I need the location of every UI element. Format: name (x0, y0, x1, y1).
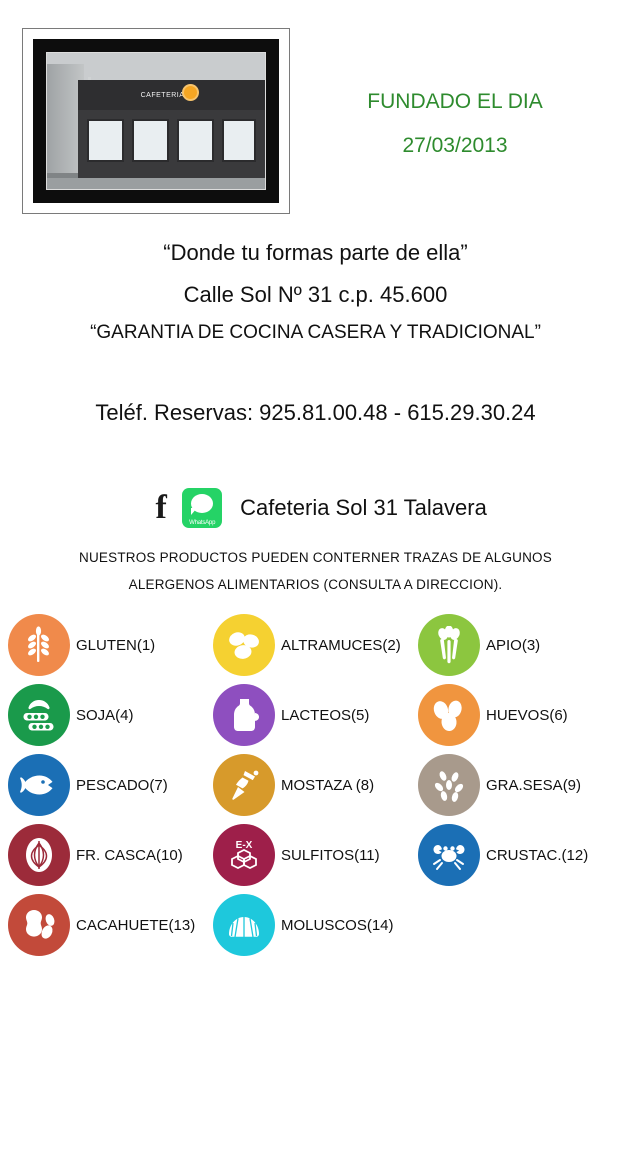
whatsapp-icon[interactable] (182, 488, 222, 528)
photo-facade (78, 110, 265, 181)
facebook-icon[interactable]: f (144, 490, 178, 526)
sulphites-icon-glyph (213, 824, 275, 886)
lupin-beans-icon (213, 614, 275, 676)
allergen-row (8, 894, 623, 956)
storefront-photo-frame (22, 28, 290, 214)
allergen-item (213, 684, 418, 746)
mollusc-icon (213, 894, 275, 956)
wheat-icon (8, 614, 70, 676)
allergen-row (8, 824, 623, 886)
allergen-item (213, 754, 418, 816)
reservation-phones: Teléf. Reservas: 925.81.00.48 - 615.29.30.24 (95, 400, 536, 425)
photo-sign-text: CAFETERIA (140, 91, 185, 99)
allergen-item (8, 684, 213, 746)
sesame-icon (418, 754, 480, 816)
soy-icon-glyph (8, 684, 70, 746)
allergen-item (213, 614, 418, 676)
soy-icon (8, 684, 70, 746)
header (0, 0, 631, 214)
allergen-item (8, 754, 213, 816)
allergen-grid (8, 614, 623, 956)
founded-block (330, 80, 580, 168)
celery-icon (418, 614, 480, 676)
nuts-icon-glyph (8, 824, 70, 886)
allergen-label: FR. CASCA(10) (76, 846, 183, 864)
photo-window (222, 119, 256, 163)
allergen-label: PESCADO(7) (76, 776, 168, 794)
allergen-label: MOSTAZA (8) (281, 776, 375, 794)
address-line: Calle Sol Nº 31 c.p. 45.600 (183, 282, 448, 307)
allergen-label: HUEVOS(6) (486, 706, 568, 724)
storefront-photo (46, 52, 266, 190)
photo-mat (33, 39, 279, 203)
allergen-row (8, 684, 623, 746)
whatsapp-tail-shape (191, 508, 197, 515)
lupin-beans-icon-glyph (213, 614, 275, 676)
allergen-label: SULFITOS(11) (281, 846, 380, 864)
allergen-label: GRA.SESA(9) (486, 776, 582, 794)
photo-window (177, 119, 214, 163)
peanut-icon (8, 894, 70, 956)
peanut-icon-glyph (8, 894, 70, 956)
social-row (0, 488, 631, 528)
allergen-item (418, 684, 623, 746)
allergen-label: ALTRAMUCES(2) (281, 636, 401, 654)
fish-icon-glyph (8, 754, 70, 816)
mollusc-icon-glyph (213, 894, 275, 956)
photo-window (87, 119, 124, 163)
allergen-item (8, 824, 213, 886)
founded-line-2: 27/03/2013 (402, 134, 508, 157)
disclaimer-line-2: ALERGENOS ALIMENTARIOS (CONSULTA A DIRECCION). (128, 577, 503, 592)
allergen-label: LACTEOS(5) (281, 706, 370, 724)
wheat-icon-glyph (8, 614, 70, 676)
eggs-icon-glyph (418, 684, 480, 746)
mustard-icon-glyph (213, 754, 275, 816)
whatsapp-label: WhatsApp (189, 520, 216, 526)
allergen-item (213, 894, 418, 956)
milk-jug-icon (213, 684, 275, 746)
sesame-icon-glyph (418, 754, 480, 816)
allergen-row (8, 614, 623, 676)
allergen-item (418, 824, 623, 886)
disclaimer-line-1: NUESTROS PRODUCTOS PUEDEN CONTERNER TRAZAS DE ALGUNOS (79, 550, 552, 565)
svg-text:E-X: E-X (235, 840, 253, 851)
allergen-label: CACAHUETE(13) (76, 916, 196, 934)
eggs-icon (418, 684, 480, 746)
milk-jug-icon-glyph (213, 684, 275, 746)
allergen-label: CRUSTAC.(12) (486, 846, 589, 864)
allergen-item (418, 614, 623, 676)
allergen-item (8, 894, 213, 956)
allergen-disclaimer (0, 550, 631, 592)
photo-window (132, 119, 169, 163)
allergen-label: MOLUSCOS(14) (281, 916, 394, 934)
allergen-row (8, 754, 623, 816)
social-profile-name: Cafeteria Sol 31 Talavera (240, 495, 487, 520)
allergen-label: SOJA(4) (76, 706, 134, 724)
mustard-icon (213, 754, 275, 816)
allergen-item (213, 824, 418, 886)
crustacean-icon (418, 824, 480, 886)
founded-line-1: FUNDADO EL DIA (367, 90, 543, 113)
guarantee-line: “GARANTIA DE COCINA CASERA Y TRADICIONAL” (90, 322, 541, 343)
sun-logo-icon (184, 86, 197, 99)
photo-pavement (47, 178, 265, 189)
allergen-label: APIO(3) (486, 636, 541, 654)
allergen-label: GLUTEN(1) (76, 636, 156, 654)
sulphites-icon (213, 824, 275, 886)
celery-icon-glyph (418, 614, 480, 676)
nuts-icon (8, 824, 70, 886)
fish-icon (8, 754, 70, 816)
allergen-item (418, 754, 623, 816)
allergen-item (8, 614, 213, 676)
crustacean-icon-glyph (418, 824, 480, 886)
tagline: “Donde tu formas parte de ella” (163, 240, 468, 265)
